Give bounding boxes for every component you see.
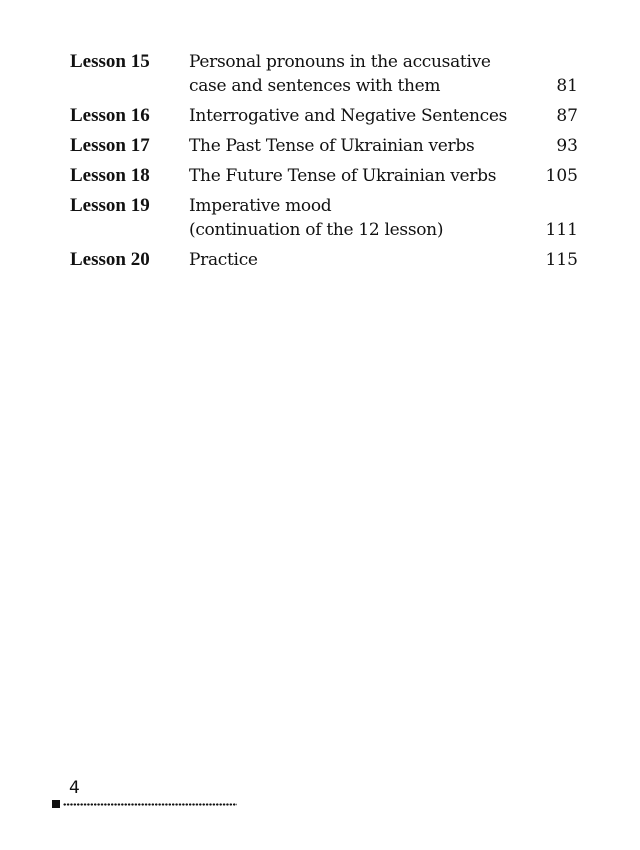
toc-entry <box>70 50 578 98</box>
page-ref: 115 <box>545 250 578 270</box>
page-number: 4 <box>69 778 80 798</box>
lesson-label: Lesson 15 <box>70 51 150 72</box>
lesson-title <box>189 104 518 128</box>
page-ref: 105 <box>545 166 578 186</box>
lesson-title-line: Imperative mood <box>189 196 332 216</box>
lesson-label: Lesson 16 <box>70 105 150 126</box>
lesson-title <box>189 248 518 272</box>
page-ref: 81 <box>556 76 578 96</box>
lesson-title-line: The Past Tense of Ukrainian verbs <box>189 136 475 156</box>
lesson-title <box>189 194 518 242</box>
page-ref: 111 <box>545 220 578 240</box>
lesson-title <box>189 50 518 98</box>
lesson-title-line: Interrogative and Negative Sentences <box>189 106 508 126</box>
lesson-title <box>189 164 518 188</box>
lesson-title-line: (continuation of the 12 lesson) <box>189 220 444 240</box>
lesson-label: Lesson 20 <box>70 249 150 270</box>
footer-dotted-rule <box>63 803 237 806</box>
toc-entry <box>70 194 578 242</box>
table-of-contents <box>70 50 578 278</box>
lesson-title <box>189 134 518 158</box>
lesson-label: Lesson 19 <box>70 195 150 216</box>
toc-entry <box>70 164 578 188</box>
toc-entry <box>70 104 578 128</box>
lesson-title-line: The Future Tense of Ukrainian verbs <box>189 166 497 186</box>
toc-entry <box>70 134 578 158</box>
page-ref: 93 <box>556 136 578 156</box>
lesson-title-line: case and sentences with them <box>189 76 441 96</box>
toc-entry <box>70 248 578 272</box>
footer-square-marker <box>52 800 60 808</box>
lesson-title-line: Practice <box>189 250 258 270</box>
lesson-title-line: Personal pronouns in the accusative <box>189 52 491 72</box>
page-ref: 87 <box>556 106 578 126</box>
lesson-label: Lesson 17 <box>70 135 150 156</box>
lesson-label: Lesson 18 <box>70 165 150 186</box>
page-footer <box>52 778 242 808</box>
